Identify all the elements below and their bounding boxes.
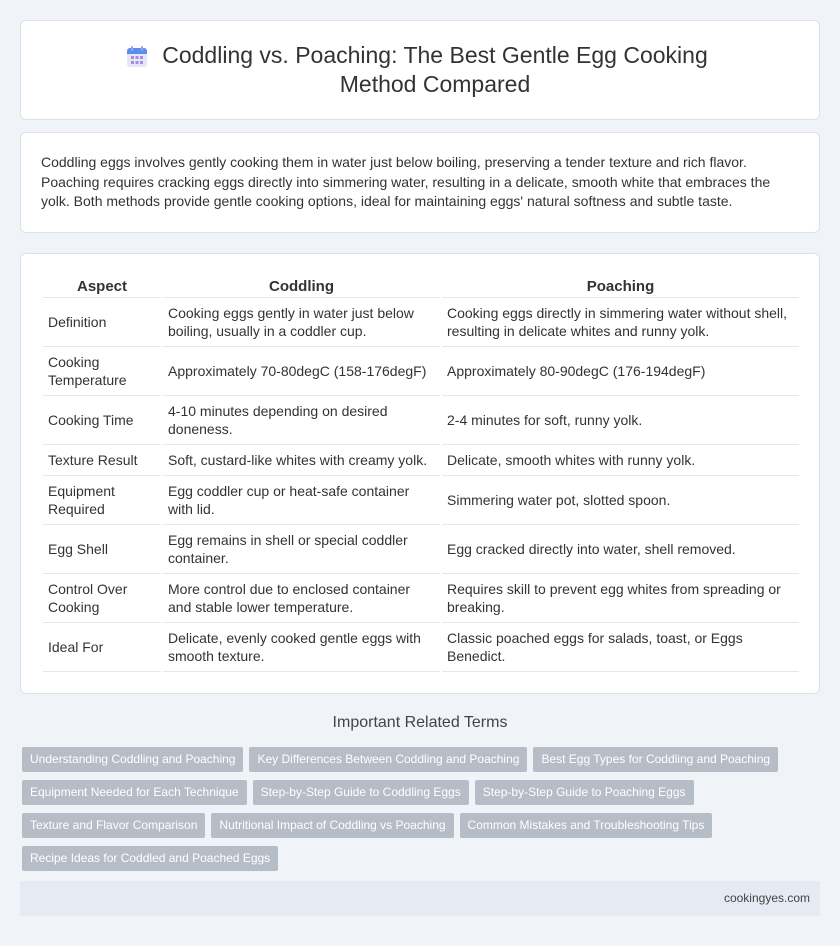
aspect-cell: Cooking Time xyxy=(43,396,161,445)
coddling-cell: Approximately 70-80degC (158-176degF) xyxy=(163,347,440,396)
aspect-cell: Definition xyxy=(43,298,161,347)
table-row xyxy=(43,396,799,445)
related-tags xyxy=(22,747,812,871)
coddling-cell: Delicate, evenly cooked gentle eggs with smooth texture. xyxy=(163,623,440,672)
header-poaching: Poaching xyxy=(442,274,799,298)
aspect-cell: Ideal For xyxy=(43,623,161,672)
table-row xyxy=(43,574,799,623)
tag-link[interactable]: Key Differences Between Coddling and Poaching xyxy=(249,747,527,772)
table-row xyxy=(43,298,799,347)
tag-link[interactable]: Best Egg Types for Coddling and Poaching xyxy=(533,747,778,772)
tag-link[interactable]: Step-by-Step Guide to Poaching Eggs xyxy=(475,780,694,805)
tag-link[interactable]: Recipe Ideas for Coddled and Poached Eggs xyxy=(22,846,278,871)
poaching-cell: Requires skill to prevent egg whites from spreading or breaking. xyxy=(442,574,799,623)
tag-link[interactable]: Understanding Coddling and Poaching xyxy=(22,747,243,772)
tag-link[interactable]: Step-by-Step Guide to Coddling Eggs xyxy=(253,780,469,805)
coddling-cell: Cooking eggs gently in water just below boiling, usually in a coddler cup. xyxy=(163,298,440,347)
aspect-cell: Cooking Temperature xyxy=(43,347,161,396)
poaching-cell: Delicate, smooth whites with runny yolk. xyxy=(442,445,799,476)
aspect-cell: Equipment Required xyxy=(43,476,161,525)
poaching-cell: Approximately 80-90degC (176-194degF) xyxy=(442,347,799,396)
table-row xyxy=(43,347,799,396)
tag-link[interactable]: Texture and Flavor Comparison xyxy=(22,813,205,838)
table-header-row xyxy=(43,274,799,298)
aspect-cell: Egg Shell xyxy=(43,525,161,574)
header-aspect: Aspect xyxy=(43,274,161,298)
table-row xyxy=(43,525,799,574)
table-row xyxy=(43,623,799,672)
poaching-cell: Simmering water pot, slotted spoon. xyxy=(442,476,799,525)
tag-link[interactable]: Common Mistakes and Troubleshooting Tips xyxy=(460,813,713,838)
aspect-cell: Texture Result xyxy=(43,445,161,476)
comparison-table-card xyxy=(20,253,820,694)
coddling-cell: Egg remains in shell or special coddler container. xyxy=(163,525,440,574)
intro-card xyxy=(20,132,820,233)
aspect-cell: Control Over Cooking xyxy=(43,574,161,623)
poaching-cell: Classic poached eggs for salads, toast, or Eggs Benedict. xyxy=(442,623,799,672)
table-row xyxy=(43,445,799,476)
page-title: Coddling vs. Poaching: The Best Gentle Egg Cooking Method Compared xyxy=(162,42,708,97)
footer-site[interactable]: cookingyes.com xyxy=(723,891,810,905)
table-row xyxy=(43,476,799,525)
title-wrap xyxy=(70,41,770,99)
coddling-cell: Egg coddler cup or heat-safe container with lid. xyxy=(163,476,440,525)
poaching-cell: Egg cracked directly into water, shell removed. xyxy=(442,525,799,574)
poaching-cell: 2-4 minutes for soft, runny yolk. xyxy=(442,396,799,445)
poaching-cell: Cooking eggs directly in simmering water without shell, resulting in delicate whites and runny yolk. xyxy=(442,298,799,347)
header-coddling: Coddling xyxy=(163,274,440,298)
calendar-icon xyxy=(125,45,149,69)
title-card xyxy=(20,20,820,120)
coddling-cell: More control due to enclosed container and stable lower temperature. xyxy=(163,574,440,623)
footer xyxy=(20,881,820,916)
tag-link[interactable]: Equipment Needed for Each Technique xyxy=(22,780,247,805)
comparison-table xyxy=(41,274,801,672)
intro-text: Coddling eggs involves gently cooking them in water just below boiling, preserving a tender texture and rich flavor. Poaching requires cracking eggs directly into simmering water, resulting in a delicate, smooth white that embraces the yolk. Both methods provide gentle cooking options, ideal for maintaining eggs' natural softness and subtle taste. xyxy=(41,154,771,209)
coddling-cell: 4-10 minutes depending on desired doneness. xyxy=(163,396,440,445)
tag-link[interactable]: Nutritional Impact of Coddling vs Poaching xyxy=(211,813,453,838)
coddling-cell: Soft, custard-like whites with creamy yolk. xyxy=(163,445,440,476)
related-terms-title: Important Related Terms xyxy=(332,714,508,731)
